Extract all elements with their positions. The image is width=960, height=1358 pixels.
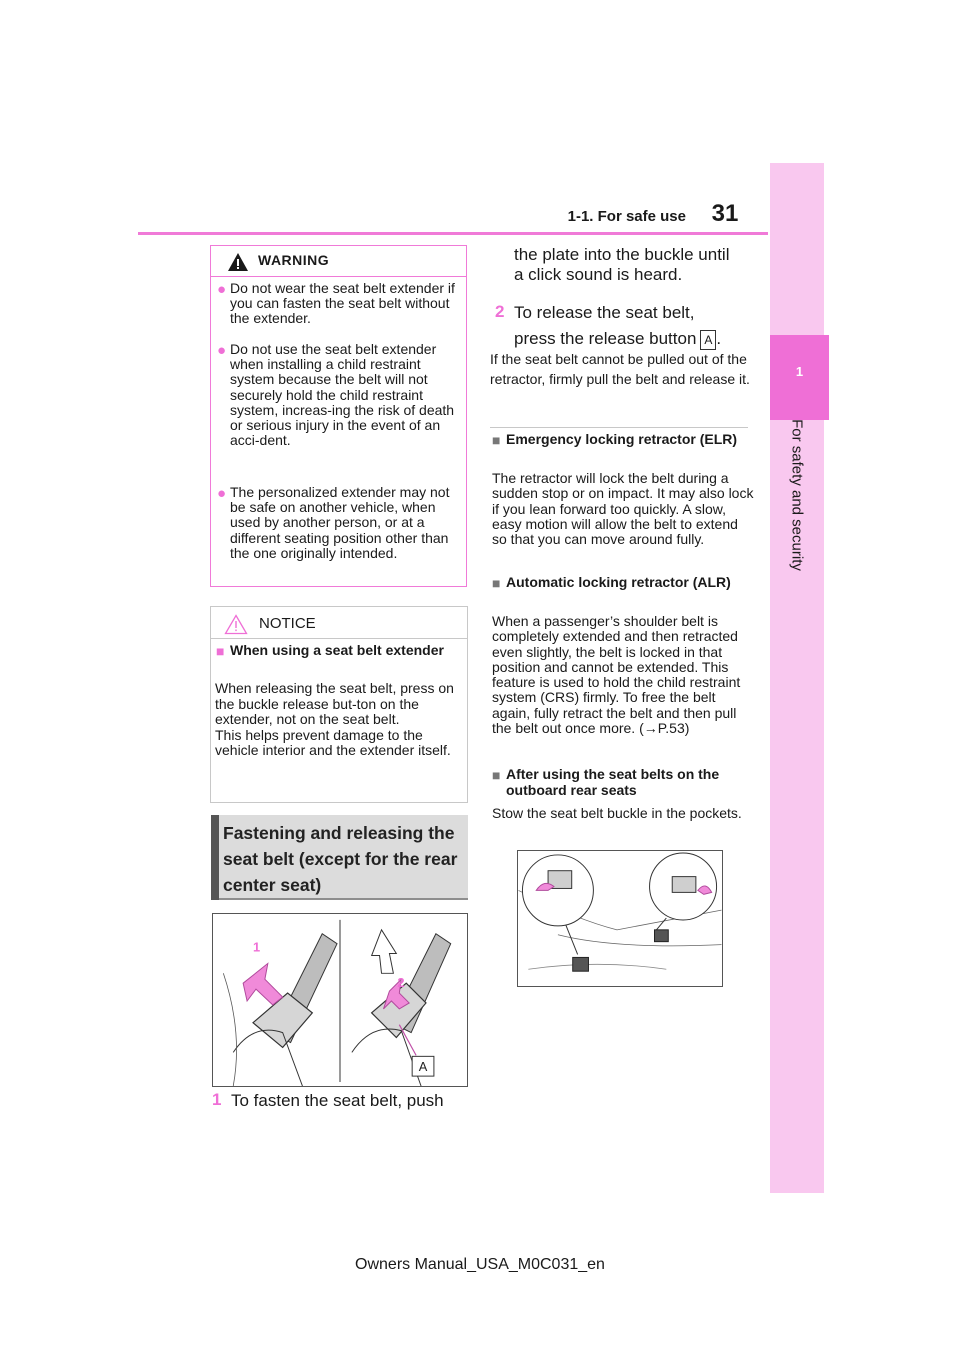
step-number: 2 bbox=[495, 302, 505, 321]
square-bullet-icon: ■ bbox=[492, 767, 501, 783]
step-text-period: . bbox=[716, 329, 722, 348]
notice-title: NOTICE bbox=[259, 615, 316, 632]
step-text: a click sound is heard. bbox=[514, 265, 683, 284]
section-heading-bar bbox=[211, 815, 219, 900]
warning-title: WARNING bbox=[258, 252, 330, 268]
square-bullet-icon: ■ bbox=[216, 643, 225, 659]
figure-label-a: A bbox=[418, 1059, 428, 1075]
subsection-body: The retractor will lock the belt during a sudden stop or on impact. It may also lock if you lean forward too quickly. A slow, easy motion will allow the belt to extend so that you can move around fully. bbox=[492, 470, 754, 548]
release-button-label: A bbox=[700, 330, 716, 350]
subsection-title: Automatic locking retractor (ALR) bbox=[506, 574, 731, 590]
figure-label-2: 2 bbox=[397, 975, 405, 991]
note-text: If the seat belt cannot be pulled out of the retractor, firmly pull the belt and release it. bbox=[490, 351, 750, 387]
square-bullet-icon: ■ bbox=[492, 432, 501, 448]
page-number: 31 bbox=[711, 200, 739, 227]
footer-text: Owners Manual_USA_M0C031_en bbox=[355, 1256, 605, 1273]
step-text: the plate into the buckle until bbox=[514, 245, 730, 264]
bullet-icon: ● bbox=[217, 342, 227, 359]
warning-item: Do not wear the seat belt extender if you can fasten the seat belt without the extender. bbox=[230, 280, 455, 327]
section-title: 1-1. For safe use bbox=[567, 208, 686, 225]
subsection-title: Emergency locking retractor (ELR) bbox=[506, 431, 738, 447]
step-text-line: press the release button bbox=[514, 329, 697, 348]
step-text: To release the seat belt, bbox=[514, 303, 695, 322]
square-bullet-icon: ■ bbox=[492, 575, 501, 591]
side-tab-strip bbox=[770, 163, 824, 1193]
notice-body bbox=[215, 681, 463, 759]
step-text: To fasten the seat belt, push bbox=[231, 1091, 444, 1110]
bullet-icon: ● bbox=[217, 281, 227, 298]
step-text bbox=[514, 325, 721, 353]
subsection-body: When a passenger’s shoulder belt is completely extended and then retracted even slightly, the belt is locked in that position and cannot be extended. This feature is used to hold the child restraint system (CRS) firmly. To free the belt again, fully retract the belt and then pull the belt out once more. (→P.53) bbox=[492, 613, 741, 737]
step-number: 1 bbox=[212, 1090, 222, 1109]
warning-item: Do not use the seat belt extender when installing a child restraint system because the belt will not securely hold the child restraint system, increas-ing the risk of death or serious injury in the event of an acci-dent. bbox=[230, 341, 455, 449]
notice-subheading: When using a seat belt extender bbox=[230, 642, 444, 658]
notice-body-1: When releasing the seat belt, press on the buckle release but-ton on the extender, not on the seat belt. bbox=[215, 680, 454, 727]
figure-label-1: 1 bbox=[253, 939, 261, 955]
warning-item: The personalized extender may not be safe on another vehicle, when used by another person, or at a different seating position other than the one originally intended. bbox=[230, 484, 450, 561]
notice-body-2: This helps prevent damage to the vehicle interior and the extender itself. bbox=[215, 726, 451, 758]
divider bbox=[490, 427, 748, 428]
warning-triangle-icon bbox=[227, 252, 249, 272]
bullet-icon: ● bbox=[217, 485, 227, 502]
rear-seat-pockets-figure bbox=[517, 850, 723, 987]
section-heading: Fastening and releasing the seat belt (except for the rear center seat) bbox=[223, 823, 458, 895]
notice-header bbox=[211, 607, 467, 639]
header-rule bbox=[138, 232, 768, 235]
notice-triangle-icon bbox=[224, 614, 248, 635]
subsection-body: Stow the seat belt buckle in the pockets. bbox=[492, 805, 742, 821]
subsection-title: After using the seat belts on the outboard rear seats bbox=[506, 766, 720, 798]
side-tab-number: 1 bbox=[795, 364, 804, 379]
warning-header bbox=[211, 246, 466, 277]
seat-belt-figure bbox=[212, 913, 468, 1087]
